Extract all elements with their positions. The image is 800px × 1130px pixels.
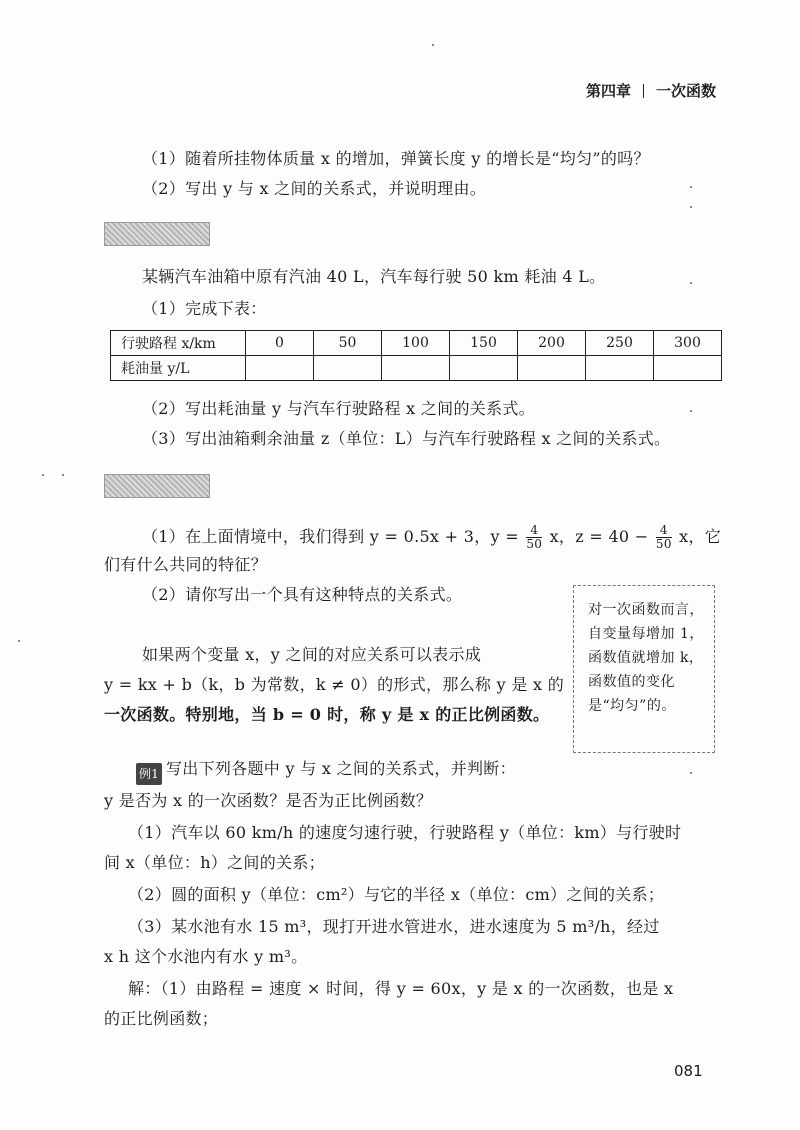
question-top-2: （2）写出 y 与 x 之间的关系式，并说明理由。 (142, 179, 487, 198)
solution-line1: 解：（1）由路程 = 速度 × 时间，得 y = 60x，y 是 x 的一次函数，也是 x (128, 979, 674, 998)
fraction (656, 524, 672, 551)
example-item1b: 间 x（单位：h）之间的关系； (104, 853, 325, 872)
scan-speck (690, 410, 692, 412)
example-line2: y 是否为 x 的一次函数？是否为正比例函数？ (104, 791, 433, 810)
scan-speck (62, 474, 64, 476)
fraction-numerator: 4 (526, 524, 542, 538)
discussion-q1 (142, 524, 721, 551)
problem-intro: 某辆汽车油箱中原有汽油 40 L，汽车每行驶 50 km 耗油 4 L。 (142, 267, 606, 286)
fraction-denominator: 50 (655, 537, 672, 551)
discussion-q2: （2）请你写出一个具有这种特点的关系式。 (142, 585, 463, 604)
table-cell-empty (586, 356, 654, 381)
definition-line3-part: 一次函数。特别地，当 b = 0 时，称 y 是 x 的 (104, 705, 452, 724)
fraction-numerator: 4 (656, 524, 672, 538)
table-cell-empty (450, 356, 518, 381)
example-icon: 例1 (136, 763, 162, 785)
example-line1 (136, 758, 516, 785)
table-cell-empty (518, 356, 586, 381)
table-cell: 0 (246, 331, 314, 356)
fraction-denominator: 50 (526, 537, 543, 551)
discussion-q1-part: （1）在上面情境中，我们得到 y = 0.5x + 3，y = (142, 527, 519, 546)
table-header-fuel: 耗油量 y/L (111, 356, 246, 381)
scan-speck (690, 206, 692, 208)
question-top-1: （1）随着所挂物体质量 x 的增加，弹簧长度 y 的增长是“均匀”的吗？ (142, 149, 650, 168)
scan-speck (690, 186, 692, 188)
table-cell: 200 (518, 331, 586, 356)
table-row (111, 356, 722, 381)
table-row (111, 331, 722, 356)
solution-line2: 的正比例函数； (104, 1009, 219, 1028)
table-cell: 100 (382, 331, 450, 356)
fraction (526, 524, 542, 551)
table-cell-empty (654, 356, 722, 381)
table-cell: 300 (654, 331, 722, 356)
running-header (586, 80, 716, 101)
side-note-text: 对一次函数而言，自变量每增加 1，函数值就增加 k，函数值的变化是“均匀”的。 (588, 602, 704, 714)
question-mid-2: （2）写出耗油量 y 与汽车行驶路程 x 之间的关系式。 (142, 399, 535, 418)
section-banner-icon (104, 474, 210, 498)
example-item3b: x h 这个水池内有水 y m³。 (104, 947, 308, 966)
table-cell-empty (314, 356, 382, 381)
example-line1-text: 写出下列各题中 y 与 x 之间的关系式，并判断： (166, 759, 516, 778)
table-cell-empty (246, 356, 314, 381)
discussion-q1-line2: 们有什么共同的特征？ (104, 555, 268, 574)
definition-line3-part: 。 (533, 705, 550, 724)
discussion-q1-part: x，它 (679, 527, 722, 546)
table-cell: 50 (314, 331, 382, 356)
scan-speck (18, 640, 20, 642)
page-number: 081 (674, 1062, 703, 1080)
definition-term: 正比例函数 (451, 705, 534, 724)
scan-speck (690, 282, 692, 284)
problem-task1: （1）完成下表： (142, 299, 267, 318)
table-cell-empty (382, 356, 450, 381)
example-item3a: （3）某水池有水 15 m³，现打开进水管进水，进水速度为 5 m³/h，经过 (128, 917, 660, 936)
table-cell: 150 (450, 331, 518, 356)
question-mid-3: （3）写出油箱剩余油量 z（单位：L）与汽车行驶路程 x 之间的关系式。 (142, 429, 671, 448)
header-divider (643, 84, 644, 98)
scan-speck (432, 44, 434, 46)
example-item1a: （1）汽车以 60 km/h 的速度匀速行驶，行驶路程 y（单位：km）与行驶时 (128, 823, 682, 842)
section-banner-icon (104, 222, 210, 246)
chapter-title: 一次函数 (655, 82, 716, 100)
scan-speck (42, 474, 44, 476)
scan-speck (690, 772, 692, 774)
definition-line2: y = kx + b（k，b 为常数，k ≠ 0）的形式，那么称 y 是 x 的 (104, 675, 565, 694)
example-item2: （2）圆的面积 y（单位：cm²）与它的半径 x（单位：cm）之间的关系； (128, 885, 665, 904)
definition-line1: 如果两个变量 x，y 之间的对应关系可以表示成 (142, 645, 482, 664)
table-cell: 250 (586, 331, 654, 356)
discussion-q1-part: x，z = 40 − (549, 527, 649, 546)
chapter-label: 第四章 (585, 82, 631, 100)
table-header-distance: 行驶路程 x/km (111, 331, 246, 356)
fuel-table (110, 330, 722, 381)
definition-line3 (104, 704, 549, 726)
